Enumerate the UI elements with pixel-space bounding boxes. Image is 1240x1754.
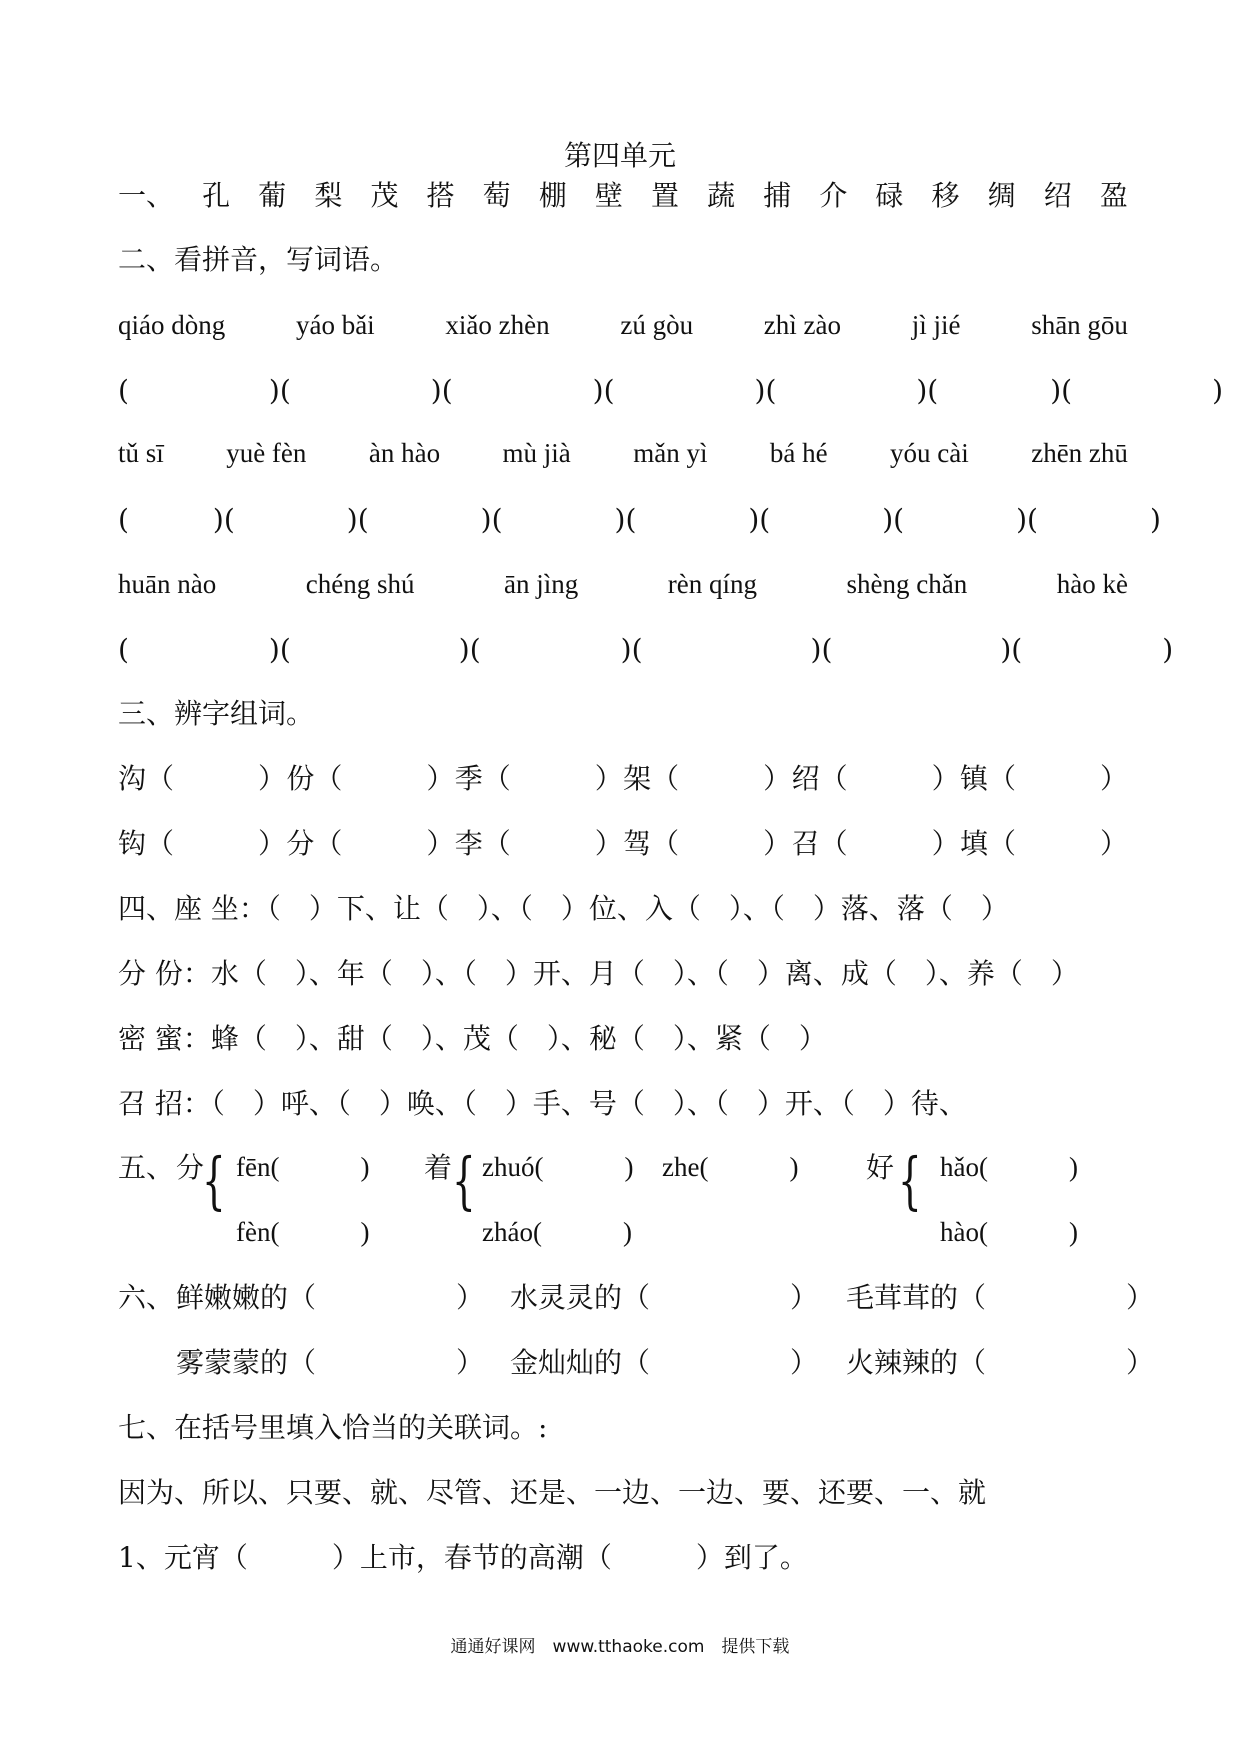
word-blank[interactable]: 召（ ） bbox=[791, 827, 960, 860]
brace-icon: { bbox=[202, 1144, 226, 1217]
word-blank[interactable]: 季（ ） bbox=[454, 762, 623, 795]
section-1-char: 碌 bbox=[875, 179, 904, 212]
section-4-line-2: 分 份：水（ ）、年（ ）、（ ）开、月（ ）、（ ）离、成（ ）、养（ ） bbox=[118, 957, 1079, 990]
section-1-char: 葡 bbox=[258, 179, 287, 212]
polyphone-fen-2[interactable]: fèn( ) bbox=[236, 1217, 370, 1247]
conjunction-word-bank: 因为、所以、只要、就、尽管、还是、一边、一边、要、还要、一、就 bbox=[118, 1476, 987, 1509]
word-blank[interactable]: 驾（ ） bbox=[623, 827, 792, 860]
answer-blank[interactable]: ( ) bbox=[631, 633, 822, 666]
pinyin-row-3 bbox=[118, 571, 1128, 598]
pinyin-item: ān jìng bbox=[503, 569, 579, 599]
section-5-label: 五、 bbox=[118, 1151, 175, 1184]
section-1-char: 置 bbox=[650, 179, 679, 212]
blank-row-1 bbox=[118, 374, 1224, 407]
answer-blank[interactable]: ( ) bbox=[118, 503, 224, 536]
section-1-char: 孔 bbox=[202, 179, 231, 212]
word-blank[interactable]: 架（ ） bbox=[623, 762, 792, 795]
pinyin-item: huān nào bbox=[118, 569, 217, 599]
section-4-line-3: 密 蜜：蜂（ ）、甜（ ）、茂（ ）、秘（ ）、紧（ ） bbox=[118, 1022, 827, 1055]
pinyin-item: yuè fèn bbox=[226, 438, 307, 468]
answer-blank[interactable]: ( ) bbox=[279, 633, 470, 666]
phrase-blank[interactable]: 雾蒙蒙的（ ） bbox=[176, 1346, 485, 1379]
pinyin-item: xiǎo zhèn bbox=[445, 310, 550, 340]
section-1-char: 萄 bbox=[482, 179, 511, 212]
section-1-char: 捕 bbox=[763, 179, 792, 212]
brace-icon: { bbox=[452, 1144, 476, 1217]
answer-blank[interactable]: ( ) bbox=[279, 374, 442, 407]
pinyin-item: mù jià bbox=[502, 438, 571, 468]
answer-blank[interactable]: ( ) bbox=[893, 503, 1028, 536]
section-4-line-4: 召 招：（ ）呼、（ ）唤、（ ）手、号（ ）、（ ）开、（ ）待、 bbox=[118, 1087, 967, 1120]
word-blank[interactable]: 镇（ ） bbox=[959, 762, 1128, 795]
answer-blank[interactable]: ( ) bbox=[603, 374, 766, 407]
pinyin-item: mǎn yì bbox=[633, 438, 708, 468]
answer-blank[interactable]: ( ) bbox=[118, 633, 280, 666]
answer-blank[interactable]: ( ) bbox=[357, 503, 492, 536]
section-1-chars bbox=[118, 179, 1128, 212]
pinyin-item: qiáo dòng bbox=[118, 310, 226, 340]
question-1[interactable]: 1、元宵（ ）上市，春节的高潮（ ）到了。 bbox=[118, 1541, 808, 1574]
polyphone-zhao-1[interactable]: zhuó( ) bbox=[482, 1152, 634, 1182]
section-1-char: 蔬 bbox=[707, 179, 736, 212]
word-blank[interactable]: 分（ ） bbox=[286, 827, 455, 860]
pinyin-item: yóu cài bbox=[890, 438, 969, 468]
section-2-heading: 二、看拼音，写词语。 bbox=[118, 243, 399, 276]
answer-blank[interactable]: ( ) bbox=[441, 374, 604, 407]
section-1-char: 茂 bbox=[370, 179, 399, 212]
pinyin-item: hào kè bbox=[1056, 569, 1128, 599]
phrase-blank[interactable]: 火辣辣的（ ） bbox=[846, 1346, 1155, 1379]
answer-blank[interactable]: ( ) bbox=[765, 374, 928, 407]
section-3-heading: 三、辨字组词。 bbox=[118, 697, 315, 730]
blank-row-2 bbox=[118, 503, 1161, 536]
answer-blank[interactable]: ( ) bbox=[759, 503, 894, 536]
section-1-char: 壁 bbox=[594, 179, 623, 212]
word-blank[interactable]: 份（ ） bbox=[286, 762, 455, 795]
polyphone-fen-char: 分 bbox=[176, 1151, 205, 1184]
brace-icon: { bbox=[898, 1144, 922, 1217]
pinyin-item: zú gòu bbox=[620, 310, 694, 340]
pinyin-row-1 bbox=[118, 312, 1128, 339]
word-blank[interactable]: 填（ ） bbox=[959, 827, 1128, 860]
word-blank[interactable]: 李（ ） bbox=[454, 827, 623, 860]
polyphone-hao-char: 好 bbox=[866, 1151, 895, 1184]
phrase-blank[interactable]: 毛茸茸的（ ） bbox=[846, 1281, 1155, 1314]
answer-blank[interactable]: ( ) bbox=[118, 374, 280, 407]
section-6-label: 六、 bbox=[118, 1281, 175, 1314]
polyphone-zhao-1b[interactable]: zhe( ) bbox=[662, 1152, 799, 1182]
phrase-blank[interactable]: 金灿灿的（ ） bbox=[510, 1346, 819, 1379]
polyphone-hao-1[interactable]: hǎo( ) bbox=[940, 1152, 1078, 1182]
word-pair-row-2 bbox=[118, 827, 1128, 860]
pinyin-item: zhì zào bbox=[763, 310, 841, 340]
section-1-char: 搭 bbox=[426, 179, 455, 212]
polyphone-zhao-2[interactable]: zháo( ) bbox=[482, 1217, 632, 1247]
answer-blank[interactable]: ( ) bbox=[625, 503, 760, 536]
phrase-blank[interactable]: 水灵灵的（ ） bbox=[510, 1281, 819, 1314]
answer-blank[interactable]: ( ) bbox=[821, 633, 1012, 666]
pinyin-item: àn hào bbox=[368, 438, 441, 468]
word-pair-row-1 bbox=[118, 762, 1128, 795]
answer-blank[interactable]: ( ) bbox=[223, 503, 358, 536]
section-1-char: 一、 bbox=[118, 179, 175, 212]
footer-credit: 通通好课网 www.tthaoke.com 提供下载 bbox=[450, 1637, 790, 1657]
answer-blank[interactable]: ( ) bbox=[491, 503, 626, 536]
pinyin-item: yáo bǎi bbox=[295, 310, 375, 340]
section-1-char: 棚 bbox=[538, 179, 567, 212]
pinyin-item: chéng shú bbox=[305, 569, 415, 599]
answer-blank[interactable]: ( ) bbox=[1011, 633, 1174, 666]
blank-row-3 bbox=[118, 633, 1174, 666]
pinyin-item: shān gōu bbox=[1031, 310, 1128, 340]
word-blank[interactable]: 钩（ ） bbox=[118, 827, 287, 860]
word-blank[interactable]: 沟（ ） bbox=[118, 762, 287, 795]
answer-blank[interactable]: ( ) bbox=[1027, 503, 1161, 536]
pinyin-item: bá hé bbox=[769, 438, 828, 468]
section-1-char: 移 bbox=[931, 179, 960, 212]
pinyin-item: tǔ sī bbox=[118, 438, 164, 468]
pinyin-item: rèn qíng bbox=[667, 569, 757, 599]
answer-blank[interactable]: ( ) bbox=[927, 374, 1062, 407]
page-title: 第四单元 bbox=[563, 139, 676, 172]
section-4-line-1: 四、座 坐：（ ）下、让（ ）、（ ）位、入（ ）、（ ）落、落（ ） bbox=[118, 892, 1009, 925]
section-1-char: 绍 bbox=[1043, 179, 1072, 212]
phrase-blank[interactable]: 鲜嫩嫩的（ ） bbox=[176, 1281, 485, 1314]
polyphone-hao-2[interactable]: hào( ) bbox=[940, 1217, 1078, 1247]
section-1-char: 绸 bbox=[987, 179, 1016, 212]
pinyin-item: jì jié bbox=[911, 310, 961, 340]
polyphone-fen-1[interactable]: fēn( ) bbox=[236, 1152, 370, 1182]
answer-blank[interactable]: ( ) bbox=[469, 633, 632, 666]
polyphone-zhao-char: 着 bbox=[424, 1151, 453, 1184]
pinyin-item: zhēn zhū bbox=[1031, 438, 1128, 468]
word-blank[interactable]: 绍（ ） bbox=[791, 762, 960, 795]
section-7-heading: 七、在括号里填入恰当的关联词。: bbox=[118, 1411, 548, 1444]
section-1-char: 梨 bbox=[314, 179, 343, 212]
pinyin-row-2 bbox=[118, 440, 1128, 467]
section-1-char: 盈 bbox=[1099, 179, 1128, 212]
section-1-char: 介 bbox=[819, 179, 848, 212]
pinyin-item: shèng chǎn bbox=[846, 569, 968, 599]
answer-blank[interactable]: ( ) bbox=[1061, 374, 1224, 407]
